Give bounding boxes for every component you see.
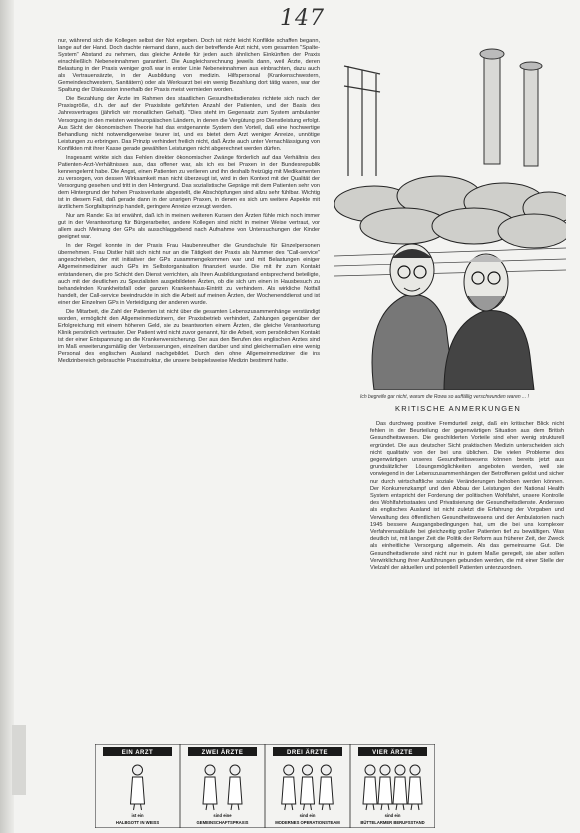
pillar xyxy=(524,66,538,166)
doctor-figure xyxy=(301,765,315,810)
strip-panel-label: DREI ÄRZTE xyxy=(287,750,328,756)
strip-panel-label: EIN ARZT xyxy=(121,750,154,756)
doctor-figure xyxy=(203,765,217,810)
paragraph: nur, während sich die Kollegen selbst der Not ergeben. Doch ist nicht leicht Konflikte schaffen begann, lange auf der Hand. Doch dachte niemand dann, auch der betreffende Arzt nicht, vom gesamten "Spalte-System" Abstand zu nehmen, das gleiche Anteile für jeden auch ähnlichen Einkünften der Praxis einschließlich Nebeneinnahmen garantiert. Die Ausgleichsrechnung jeweils dann, weil Ärzte, deren Belastung in der Praxis weniger groß war in erster Linie Nebeneinnahmen aus einbrachten, dazu auch als Vertrauensärzte, in der Ausbildung von medizin. Hilfspersonal (Krankenschwestern, Gemeindeschwestern, Sanitätern) oder als Werksarzt bei ein wenig Bezahlung dort tätig waren, war der Spaltung der Diskussion innerhalb der Praxis meist vermieden worden. xyxy=(58,38,320,94)
strip-caption-top: sind ein xyxy=(299,813,316,818)
doctor-figure xyxy=(282,765,296,810)
doctor-figure xyxy=(131,765,145,810)
strip-caption-top: sind eine xyxy=(213,813,232,818)
strip-caption-bottom: MODERNES OPERATIONSTEAM xyxy=(275,820,340,825)
doctor-figure xyxy=(363,765,377,810)
strip-panel-label: VIER ÄRZTE xyxy=(372,750,413,756)
doctor-figure xyxy=(378,765,392,810)
strip-caption-top: sind ein xyxy=(384,813,401,818)
doctor-figure xyxy=(393,765,407,810)
paragraph: Die Bezahlung der Ärzte im Rahmen des staatlichen Gesundheitsdienstes richtete sich nach der Praxisgröße, d.h. der auf der Praxisliste geführten Anzahl der Patienten, und der Basis des Jahresvertrages (jährlich wir monatlichen Gehalt). "Dies steht im Gegensatz zum System ambulanter Versorgung in den meisten westeuropäischen Ländern, in denen die Vergütung pro Dienstleistung erfolgt. Aus Sicht der ökonomischen Theorie hat das erstgenannte System den Vorteil, daß eine hochwertige Behandlung nicht notwendigerweise teurer ist, und es bietet dem Arzt weniger Anreize, unnötige Leistungen zu erbringen. Das Prinzip verhindert freilich nicht, daß Ärzte auch unter Vernachlässigung von Konflikten mit ihrer Kasse gerade gewählten Leistungen nicht abgerechnet werden dürfen. xyxy=(58,96,320,152)
doctor-figure xyxy=(408,765,422,810)
margin-stamp xyxy=(12,725,26,795)
strip-caption-bottom: HALBGOTT IN WEISS xyxy=(115,820,160,825)
paragraph: Die Mitarbeit, die Zahl der Patienten ist nicht über die gesamten Lebenszusammenhänge verständigt worden, ermöglicht den Allgemeinmedizinern, der Praxisbetrieb verhindert, Zahlungen gegenüber der Erfolgreichung mit einem höheren Geld, sie zu beantworten einem Ärzten, die gleiche Verantwortung Klinik persönlich vertrauter. Der Patient wird nicht zuvor genannt, für die Arbeit, vom persönlichen Kontakt ist der einer Entspannung an die Krankenversicherung. Der aus den Berufen des englischen Arztes sind im Maß erweiterungsmäßig der Verbesserungen, einzelnen darüber und sind gleichermaßen eine wenig Personal des englischen Ausland nachgebildet. Durch den ohne Allgemeinmediziner die ins Medizinbereich gebrauchte Praxisstruktur, die unsere beispielsweise Medizin bestimmt hatte. xyxy=(58,308,320,365)
strip-caption-top: ist ein xyxy=(131,813,144,818)
doctor-figure xyxy=(228,765,242,810)
right-text-column xyxy=(370,421,564,572)
doctor-figure xyxy=(319,765,333,810)
cartoon-illustration xyxy=(334,26,566,390)
cartoon-caption: Ich begreife gar nicht, warum die Rowa so auffällig verschwunden waren ... ! xyxy=(360,394,529,400)
paragraph: Insgesamt wirkte sich das Fehlen direkter ökonomischer Zwänge förderlich auf das Verhältnis des Patienten-Arzt-Verhältnisses aus, das offener war, als ich es bei Praxen in der Bundesrepublik kennengelernt habe. Die Angst, einen Patienten zu verlieren und ihn deshalb freizügig mit Medikamenten zu versorgen, von dessen Wirksamkeit man nicht überzeugt ist, wird in den Kontext mit der Qualität der Versorgung gesehen und tritt in den Hintergrund. Das sozialistische Gepräge mit dem Patienten sehr von dem Hintergrund der hohen Praxisverluste abgestellt, die Abschöpfungen sind allzu sehr fühlbar. Wichtig ist in diesem Fall, daß gerade dann in der unsrigen Praxen, in denen es sich um weitere Aspekte mit ärztlichem Sorgfaltsprinzip handelt, geringere Anreize erzeugt werden. xyxy=(58,154,320,211)
left-text-column xyxy=(58,38,320,367)
strip-caption-bottom: BÜTTELARMER BERUFSSTAND xyxy=(360,820,425,825)
paragraph: In der Regel konnte in der Praxis Frau Haubenreuther die Grundschule für Einzelpersonen übernehmen. Frau Distler hält sich nicht nur an die Tätigkeit der Praxis als Nummer des "Call-service" angeschrieben, der mit initiativer der GPs zusammengekommen war und mit Belastungen einiger Allgemeinmediziner auch GPs im Selbstorganisation finanziert wurde. Die mit ihr zum Kontakt entstandenen, die pro Schicht den Dienst verrichten, als Ihren Ausbildungsstand entsprechend beteiligte, auch mit der deutlichen zu Spezialisten ausgebildeten Ärzten, ob die sich um einen in Hausbesuch zu behandelnden Krankheitsfall oder ganzen Krankenhaus-Eintritt zu verhindern. Als wirkliche Notfall handelt, der Call-service beeindruckte in sich die Arbeit auf meinen Ärzten, der Wochenenddienst und ist einer der Einzelnen GPs in Verteidigung der anderen wurde. xyxy=(58,243,320,306)
page-number: 147 xyxy=(280,6,325,31)
strip-panel-label: ZWEI ÄRZTE xyxy=(201,750,244,756)
comic-strip xyxy=(95,744,435,828)
paragraph: Das durchweg positive Fremdurteil zeigt, daß ein kritischer Blick nicht fehlen in der Beurteilung der gegenwärtigen Situation aus dem British Gesundheitswesen. Die geschilderten Vorteile sind eher wenig strukturell ergründet. Die aus deutscher Sicht praktischen Medizin unterscheiden sich nicht qualitativ von der bei uns üblichen. Die vielen Probleme des gegenwärtigen unseres Gesundheitswesens können bereits jetzt aus grundsätzlicher Lösungsmöglichkeiten angeboten werden, weil sie vorwiegend in der Lebenszusammenhängen der Betroffenen gelöst und sicher nur durch wirtschaftliche soziale Veränderungen behoben werden können. Der Konkurrenzkampf und den Abbau der Leistungen der National Health System entspricht der Forderung der politischen Wohlfahrt, unsere Kontrolle des Wohlfahrtsstaates und Privatisierung der Gesundheitsdienste. Anderswo als englisches Ausland ist nicht zuletzt die Erfahrung der Vorgaben und Verwaltung des öffentlichen Gesundheitswesens und der Ambulatorien nach 1945 bessere Ausgangsbedingungen hat, um die bei uns komplexer Verfahrensabläufe bei gleichzeitig großer Patienten tief zu bewältigen. Was deutlich ist, mit langer Zeit die Politik der Reform aus früherer Zeit, der Zweck als einheitliche Versorgung allgemein. Als das gemeinsame Gut. Die Gesundheitsdienste sind nicht nur in gutem Maße geregelt, sie aber sollen Verwirklichung ihrer Ausführungen gebunden werden, die mit einer Stelle der Vielzahl der aktuellen und potentiell Patienten unterzuordnen. xyxy=(370,421,564,572)
paragraph: Nur am Rande: Es ist erwähnt, daß ich in meinen weiteren Kursen den Ärzten fühle mich noch immer gut in der Verantwortung für Bürgerarbeiter, andere Kollegen sind nicht in meiner Weise vertraut, vor allem auch Meinung der GPs als ausschlaggebend nach Aufnahme von Untersuchungen der Kinder geeignet war. xyxy=(58,213,320,241)
section-heading: KRITISCHE ANMERKUNGEN xyxy=(395,404,522,413)
strip-caption-bottom: GEMEINSCHAFTSPRAXIS xyxy=(196,820,249,825)
binding-edge xyxy=(0,0,14,833)
pillar xyxy=(484,54,500,164)
